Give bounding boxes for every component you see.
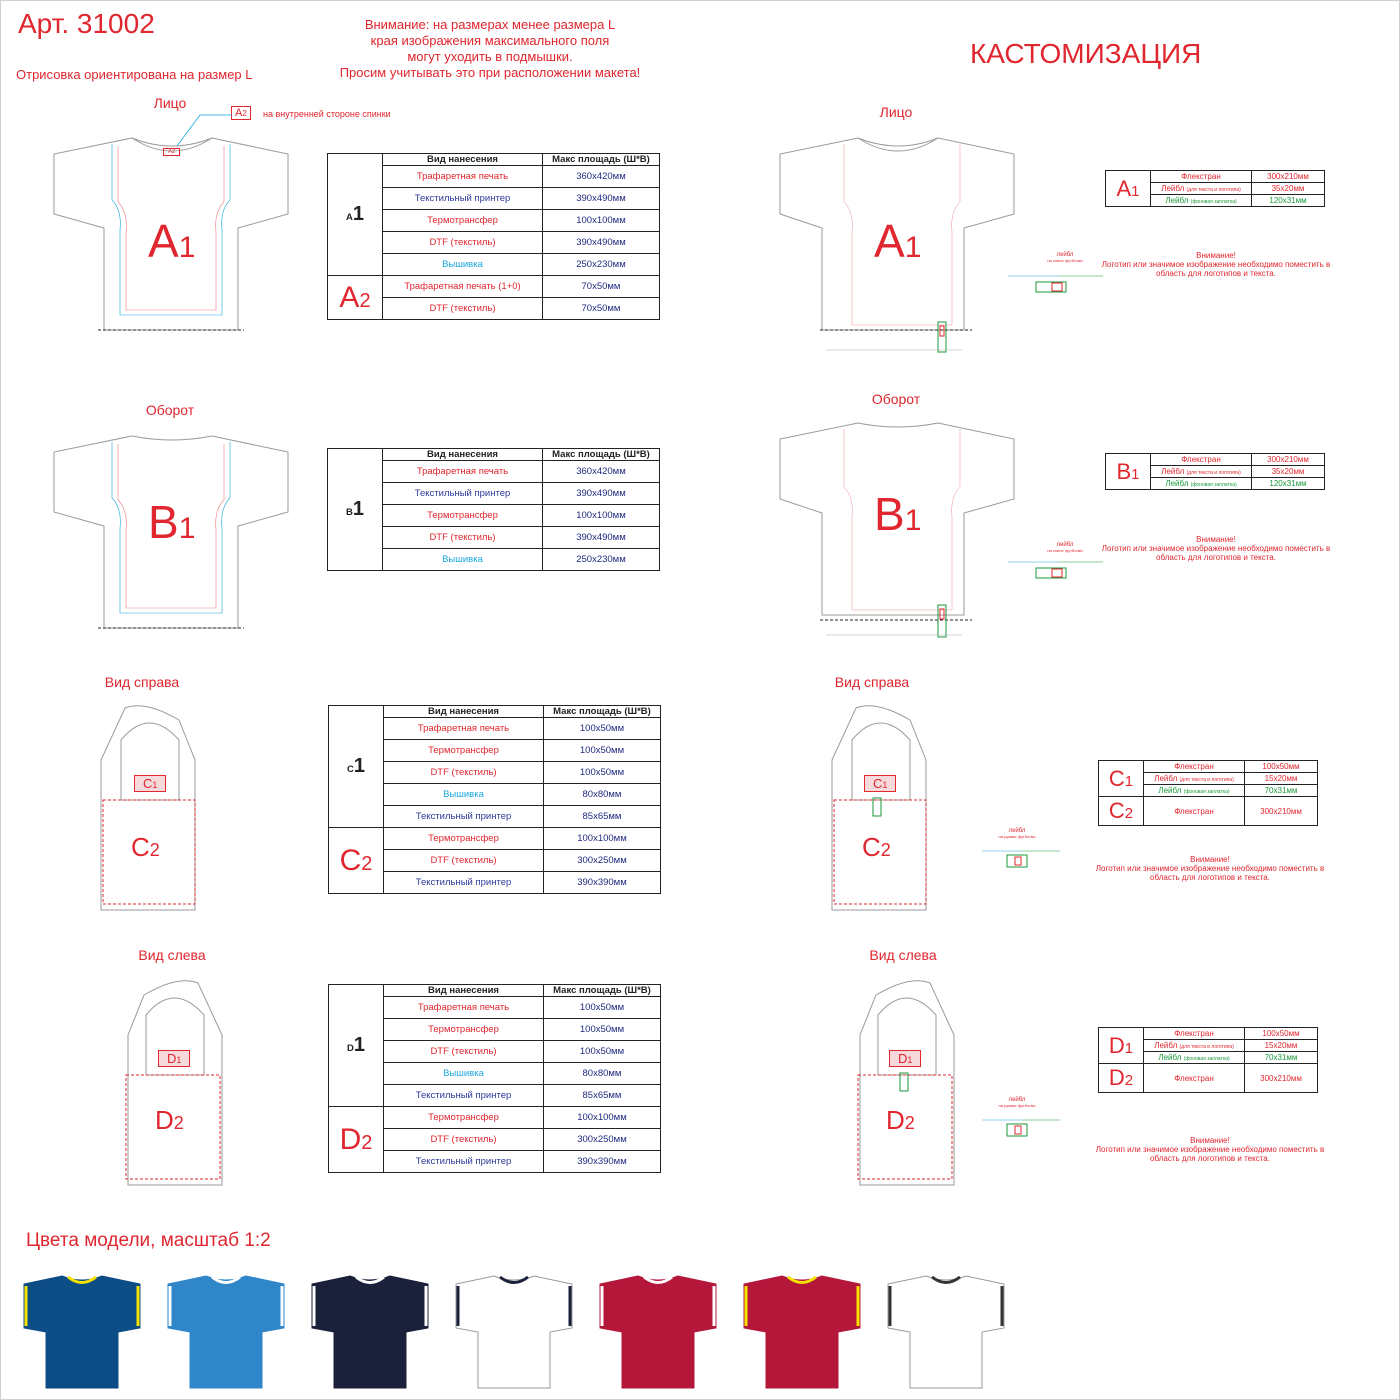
area-cell: 100x100мм — [544, 1107, 661, 1129]
custom-zone-c2-label: C2 — [862, 832, 891, 862]
table-a — [327, 153, 660, 320]
code-d1: D1 — [329, 985, 384, 1107]
method-cell: Текстильный принтер — [383, 188, 543, 210]
custom-c1-marker: C1 — [864, 775, 896, 792]
header-method: Вид нанесения — [384, 985, 544, 997]
front-view-label-custom: Лицо — [879, 104, 913, 120]
header-method: Вид нанесения — [383, 449, 543, 461]
method-cell: Термотрансфер — [383, 210, 543, 232]
header-area: Макс площадь (Ш*В) — [544, 706, 661, 718]
area-cell: 100x50мм — [544, 740, 661, 762]
flex-cell: Флекстран — [1144, 761, 1245, 773]
label-caption: лейбл на спине футболки — [1047, 252, 1083, 263]
warning-line: края изображения максимального поля — [370, 33, 610, 48]
size-cell: 100x50мм — [1245, 761, 1318, 773]
method-cell: Термотрансфер — [383, 505, 543, 527]
a2-note: на внутренней стороне спинки — [263, 109, 391, 119]
area-cell: 390x490мм — [543, 232, 660, 254]
right-view-label-custom: Вид справа — [834, 674, 910, 690]
color-swatch-shirt — [884, 1272, 1009, 1392]
size-cell: 120x31мм — [1252, 478, 1325, 490]
method-cell: Текстильный принтер — [384, 1151, 544, 1173]
method-cell: DTF (текстиль) — [384, 1129, 544, 1151]
area-cell: 70x50мм — [543, 298, 660, 320]
tshirt-left-side-drawing — [120, 975, 230, 1190]
area-cell: 70x50мм — [543, 276, 660, 298]
left-view-label-custom: Вид слева — [869, 947, 937, 963]
custom-tshirt-left — [852, 975, 962, 1190]
area-cell: 100x50мм — [544, 1041, 661, 1063]
code-a1: A1 — [1106, 171, 1151, 207]
size-cell: 300x210мм — [1245, 797, 1318, 826]
size-cell: 70x31мм — [1245, 785, 1318, 797]
right-view-label: Вид справа — [104, 674, 180, 690]
code-d2: D2 — [329, 1107, 384, 1173]
size-cell: 100x50мм — [1245, 1028, 1318, 1040]
label-detail-left — [982, 1114, 1062, 1144]
method-cell: Трафаретная печать — [383, 461, 543, 483]
size-cell: 35x20мм — [1252, 466, 1325, 478]
custom-table-d — [1098, 1027, 1318, 1093]
code-d2: D2 — [1099, 1064, 1144, 1093]
code-a1: A1 — [328, 154, 383, 276]
method-cell: Вышивка — [384, 784, 544, 806]
area-cell: 100x100мм — [543, 210, 660, 232]
front-view-label: Лицо — [153, 95, 187, 111]
area-cell: 360x420мм — [543, 461, 660, 483]
method-cell: Вышивка — [383, 254, 543, 276]
label-bg-cell: Лейбл (фоновая заплатка) — [1151, 195, 1252, 207]
size-cell: 300x210мм — [1252, 171, 1325, 183]
area-cell: 300x250мм — [544, 1129, 661, 1151]
left-view-label: Вид слева — [138, 947, 206, 963]
area-cell: 250x230мм — [543, 254, 660, 276]
method-cell: DTF (текстиль) — [384, 762, 544, 784]
method-cell: DTF (текстиль) — [383, 232, 543, 254]
area-cell: 80x80мм — [544, 1063, 661, 1085]
area-cell: 390x390мм — [544, 872, 661, 894]
custom-table-a1 — [1105, 170, 1325, 207]
area-cell: 100x100мм — [544, 828, 661, 850]
back-view-label: Оборот — [145, 402, 195, 418]
area-cell: 85x65мм — [544, 1085, 661, 1107]
header-area: Макс площадь (Ш*В) — [544, 985, 661, 997]
area-cell: 360x420мм — [543, 166, 660, 188]
table-b — [327, 448, 660, 571]
label-text-cell: Лейбл (для текста и логотипа) — [1144, 1040, 1245, 1052]
method-cell: Трафаретная печать — [383, 166, 543, 188]
code-c2: C2 — [329, 828, 384, 894]
method-cell: DTF (текстиль) — [384, 850, 544, 872]
tshirt-right-side-drawing — [95, 700, 205, 915]
code-c2: C2 — [1099, 797, 1144, 826]
method-cell: Трафаретная печать — [384, 718, 544, 740]
size-cell: 35x20мм — [1252, 183, 1325, 195]
colors-title: Цвета модели, масштаб 1:2 — [26, 1230, 271, 1251]
zone-b1-label: B1 — [148, 496, 196, 548]
color-swatch-shirt — [452, 1272, 577, 1392]
header-method: Вид нанесения — [384, 706, 544, 718]
method-cell: Термотрансфер — [384, 1019, 544, 1041]
area-cell: 390x490мм — [543, 483, 660, 505]
custom-d1-marker: D1 — [889, 1050, 921, 1067]
method-cell: Текстильный принтер — [383, 483, 543, 505]
method-cell: Термотрансфер — [384, 828, 544, 850]
zone-a1-label: A1 — [148, 215, 196, 267]
size-note: Отрисовка ориентирована на размер L — [16, 67, 253, 82]
a2-tag: A2 — [231, 106, 251, 120]
method-cell: Текстильный принтер — [384, 806, 544, 828]
method-cell: Термотрансфер — [384, 1107, 544, 1129]
attention-note: Внимание! Логотип или значимое изображение необходимо поместить в область для логотипов и текста. — [1095, 1136, 1325, 1163]
size-cell: 15x20мм — [1245, 773, 1318, 785]
code-a2: A2 — [328, 276, 383, 320]
label-text-cell: Лейбл (для текста и логотипа) — [1151, 183, 1252, 195]
code-b1: B1 — [1106, 454, 1151, 490]
label-caption: лейбл на рукаве футболки — [998, 1097, 1036, 1108]
zone-c2-label: C2 — [131, 832, 160, 862]
back-view-label-custom: Оборот — [871, 391, 921, 407]
flex-cell: Флекстран — [1151, 171, 1252, 183]
size-cell: 15x20мм — [1245, 1040, 1318, 1052]
code-c1: C1 — [329, 706, 384, 828]
method-cell: DTF (текстиль) — [383, 298, 543, 320]
flex-cell: Флекстран — [1144, 1028, 1245, 1040]
color-swatch-shirt — [740, 1272, 865, 1392]
header-area: Макс площадь (Ш*В) — [543, 449, 660, 461]
zone-d2-label: D2 — [155, 1105, 184, 1135]
flex-cell: Флекстран — [1151, 454, 1252, 466]
size-cell: 300x210мм — [1252, 454, 1325, 466]
header-method: Вид нанесения — [383, 154, 543, 166]
color-swatch-shirt — [20, 1272, 145, 1392]
area-cell: 300x250мм — [544, 850, 661, 872]
method-cell: DTF (текстиль) — [383, 527, 543, 549]
custom-table-b1 — [1105, 453, 1325, 490]
method-cell: DTF (текстиль) — [384, 1041, 544, 1063]
size-cell: 300x210мм — [1245, 1064, 1318, 1093]
area-cell: 85x65мм — [544, 806, 661, 828]
warning-block — [300, 17, 680, 81]
method-cell: Трафаретная печать (1+0) — [383, 276, 543, 298]
code-b1: B1 — [328, 449, 383, 571]
a2-zone-marker: A2 — [163, 148, 180, 156]
area-cell: 390x490мм — [543, 527, 660, 549]
custom-tshirt-right — [826, 700, 936, 915]
table-c — [328, 705, 661, 894]
label-detail-right — [982, 845, 1062, 875]
area-cell: 100x100мм — [543, 505, 660, 527]
label-text-cell: Лейбл (для текста и логотипа) — [1151, 466, 1252, 478]
attention-note: Внимание! Логотип или значимое изображение необходимо поместить в область для логотипов и текста. — [1095, 855, 1325, 882]
custom-zone-a1-label: A1 — [874, 215, 922, 267]
method-cell: Термотрансфер — [384, 740, 544, 762]
method-cell: Вышивка — [384, 1063, 544, 1085]
d1-zone-marker: D1 — [158, 1050, 190, 1067]
area-cell: 100x50мм — [544, 997, 661, 1019]
code-c1: C1 — [1099, 761, 1144, 797]
custom-zone-d2-label: D2 — [886, 1105, 915, 1135]
table-d — [328, 984, 661, 1173]
c1-zone-marker: C1 — [134, 775, 166, 792]
method-cell: Текстильный принтер — [384, 1085, 544, 1107]
area-cell: 100x50мм — [544, 718, 661, 740]
label-bg-cell: Лейбл (фоновая заплатка) — [1151, 478, 1252, 490]
flex-cell: Флекстран — [1144, 1064, 1245, 1093]
area-cell: 390x490мм — [543, 188, 660, 210]
area-cell: 250x230мм — [543, 549, 660, 571]
area-cell: 80x80мм — [544, 784, 661, 806]
attention-note: Внимание! Логотип или значимое изображение необходимо поместить в область для логотипов и текста. — [1101, 535, 1331, 562]
custom-zone-b1-label: B1 — [874, 488, 922, 540]
label-bg-cell: Лейбл (фоновая заплатка) — [1144, 785, 1245, 797]
label-bg-cell: Лейбл (фоновая заплатка) — [1144, 1052, 1245, 1064]
size-cell: 70x31мм — [1245, 1052, 1318, 1064]
article-number: Арт. 31002 — [18, 8, 155, 39]
method-cell: Трафаретная печать — [384, 997, 544, 1019]
warning-line: Просим учитывать это при расположении макета! — [339, 65, 641, 80]
color-swatch-shirt — [596, 1272, 721, 1392]
label-text-cell: Лейбл (для текста и логотипа) — [1144, 773, 1245, 785]
area-cell: 390x390мм — [544, 1151, 661, 1173]
label-caption: лейбл на рукаве футболки — [998, 828, 1036, 839]
custom-table-c — [1098, 760, 1318, 826]
warning-line: Внимание: на размерах менее размера L — [364, 17, 616, 32]
header-area: Макс площадь (Ш*В) — [543, 154, 660, 166]
area-cell: 100x50мм — [544, 1019, 661, 1041]
area-cell: 100x50мм — [544, 762, 661, 784]
flex-cell: Флекстран — [1144, 797, 1245, 826]
color-swatch-shirt — [164, 1272, 289, 1392]
attention-note: Внимание! Логотип или значимое изображение необходимо поместить в область для логотипов и текста. — [1101, 251, 1331, 278]
label-caption: лейбл на спине футболки — [1047, 542, 1083, 553]
size-cell: 120x31мм — [1252, 195, 1325, 207]
warning-line: могут уходить в подмышки. — [407, 49, 573, 64]
method-cell: Текстильный принтер — [384, 872, 544, 894]
customization-title: КАСТОМИЗАЦИЯ — [970, 38, 1202, 69]
color-swatch-shirt — [308, 1272, 433, 1392]
method-cell: Вышивка — [383, 549, 543, 571]
code-d1: D1 — [1099, 1028, 1144, 1064]
